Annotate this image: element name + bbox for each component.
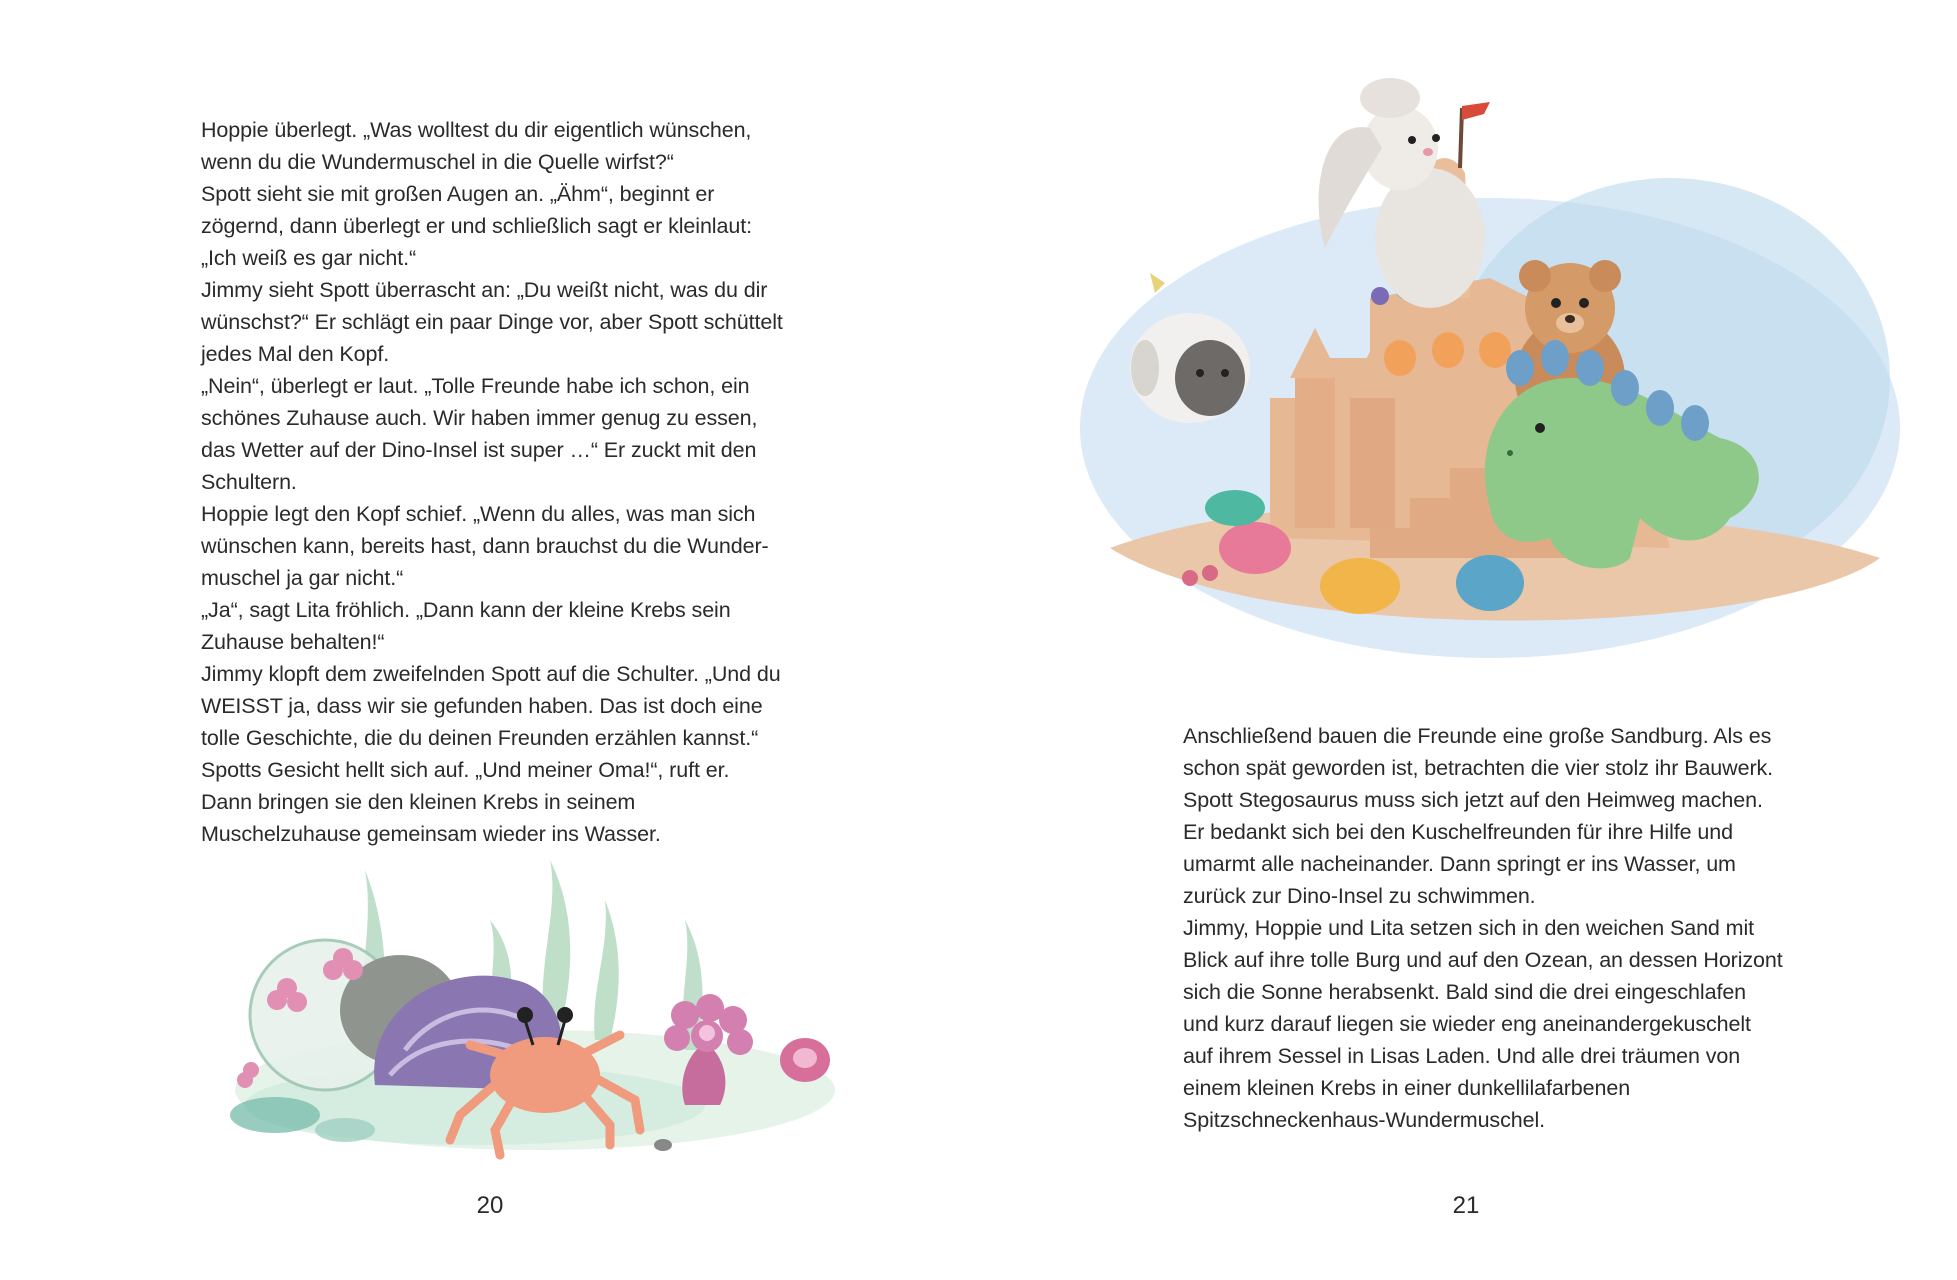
left-page — [0, 0, 978, 1280]
paragraph: Er bedankt sich bei den Kuschelfreunden für ihre Hilfe und umarmt alle nacheinander. Dann springt er ins Wasser, um zurück zur Dino-Insel zu schwimmen. — [1183, 820, 1736, 908]
right-page-text — [1183, 720, 1783, 1136]
paragraph: Spotts Gesicht hellt sich auf. „Und meiner Oma!“, ruft er. — [201, 758, 730, 782]
paragraph: Jimmy klopft dem zweifelnden Spott auf die Schulter. „Und du WEISST ja, dass wir sie gefunden haben. Das ist doch eine tolle Geschichte, die du deinen Freunden erzählen kannst.“ — [201, 662, 781, 750]
paragraph: Spott sieht sie mit großen Augen an. „Ähm“, beginnt er zögernd, dann überlegt er und schließlich sagt er kleinlaut: „Ich weiß es gar nicht.“ — [201, 182, 752, 270]
page-number: 20 — [476, 1192, 504, 1219]
hermit-crab-illustration — [215, 840, 855, 1170]
paragraph: „Ja“, sagt Lita fröhlich. „Dann kann der kleine Krebs sein Zuhause behalten!“ — [201, 598, 731, 654]
paragraph: Jimmy sieht Spott überrascht an: „Du weißt nicht, was du dir wünschst?“ Er schlägt ein paar Dinge vor, aber Spott schüttelt jedes Mal den Kopf. — [201, 278, 783, 366]
paragraph: Dann bringen sie den kleinen Krebs in seinem Muschelzuhause gemeinsam wieder ins Wasser. — [201, 790, 661, 846]
left-page-text — [201, 114, 791, 850]
page-number: 21 — [1452, 1192, 1480, 1219]
paragraph: Hoppie überlegt. „Was wolltest du dir eigentlich wünschen, wenn du die Wundermuschel in die Quelle wirfst?“ — [201, 118, 752, 174]
sandcastle-illustration — [1070, 78, 1910, 678]
paragraph: „Nein“, überlegt er laut. „Tolle Freunde habe ich schon, ein schönes Zuhause auch. Wir haben immer genug zu essen, das Wetter auf der Dino-Insel ist super …“ Er zuckt mit den Schultern. — [201, 374, 758, 494]
paragraph: Anschließend bauen die Freunde eine große Sandburg. Als es schon spät geworden ist, betrachten die vier stolz ihr Bauwerk. Spott Stegosaurus muss sich jetzt auf den Heimweg machen. — [1183, 724, 1774, 812]
paragraph: Hoppie legt den Kopf schief. „Wenn du alles, was man sich wünschen kann, bereits hast, dann brauchst du die Wunder-muschel ja gar nicht.“ — [201, 502, 769, 590]
paragraph: Jimmy, Hoppie und Lita setzen sich in den weichen Sand mit Blick auf ihre tolle Burg und auf den Ozean, an dessen Horizont sich die Sonne herabsenkt. Bald sind die drei eingeschlafen und kurz darauf liegen sie wieder eng aneinandergekuschelt auf ihrem Sessel in Lisas Laden. Und alle drei träumen von einem kleinen Krebs in einer dunkellilafarbenen Spitzschneckenhaus-Wundermuschel. — [1183, 916, 1783, 1132]
